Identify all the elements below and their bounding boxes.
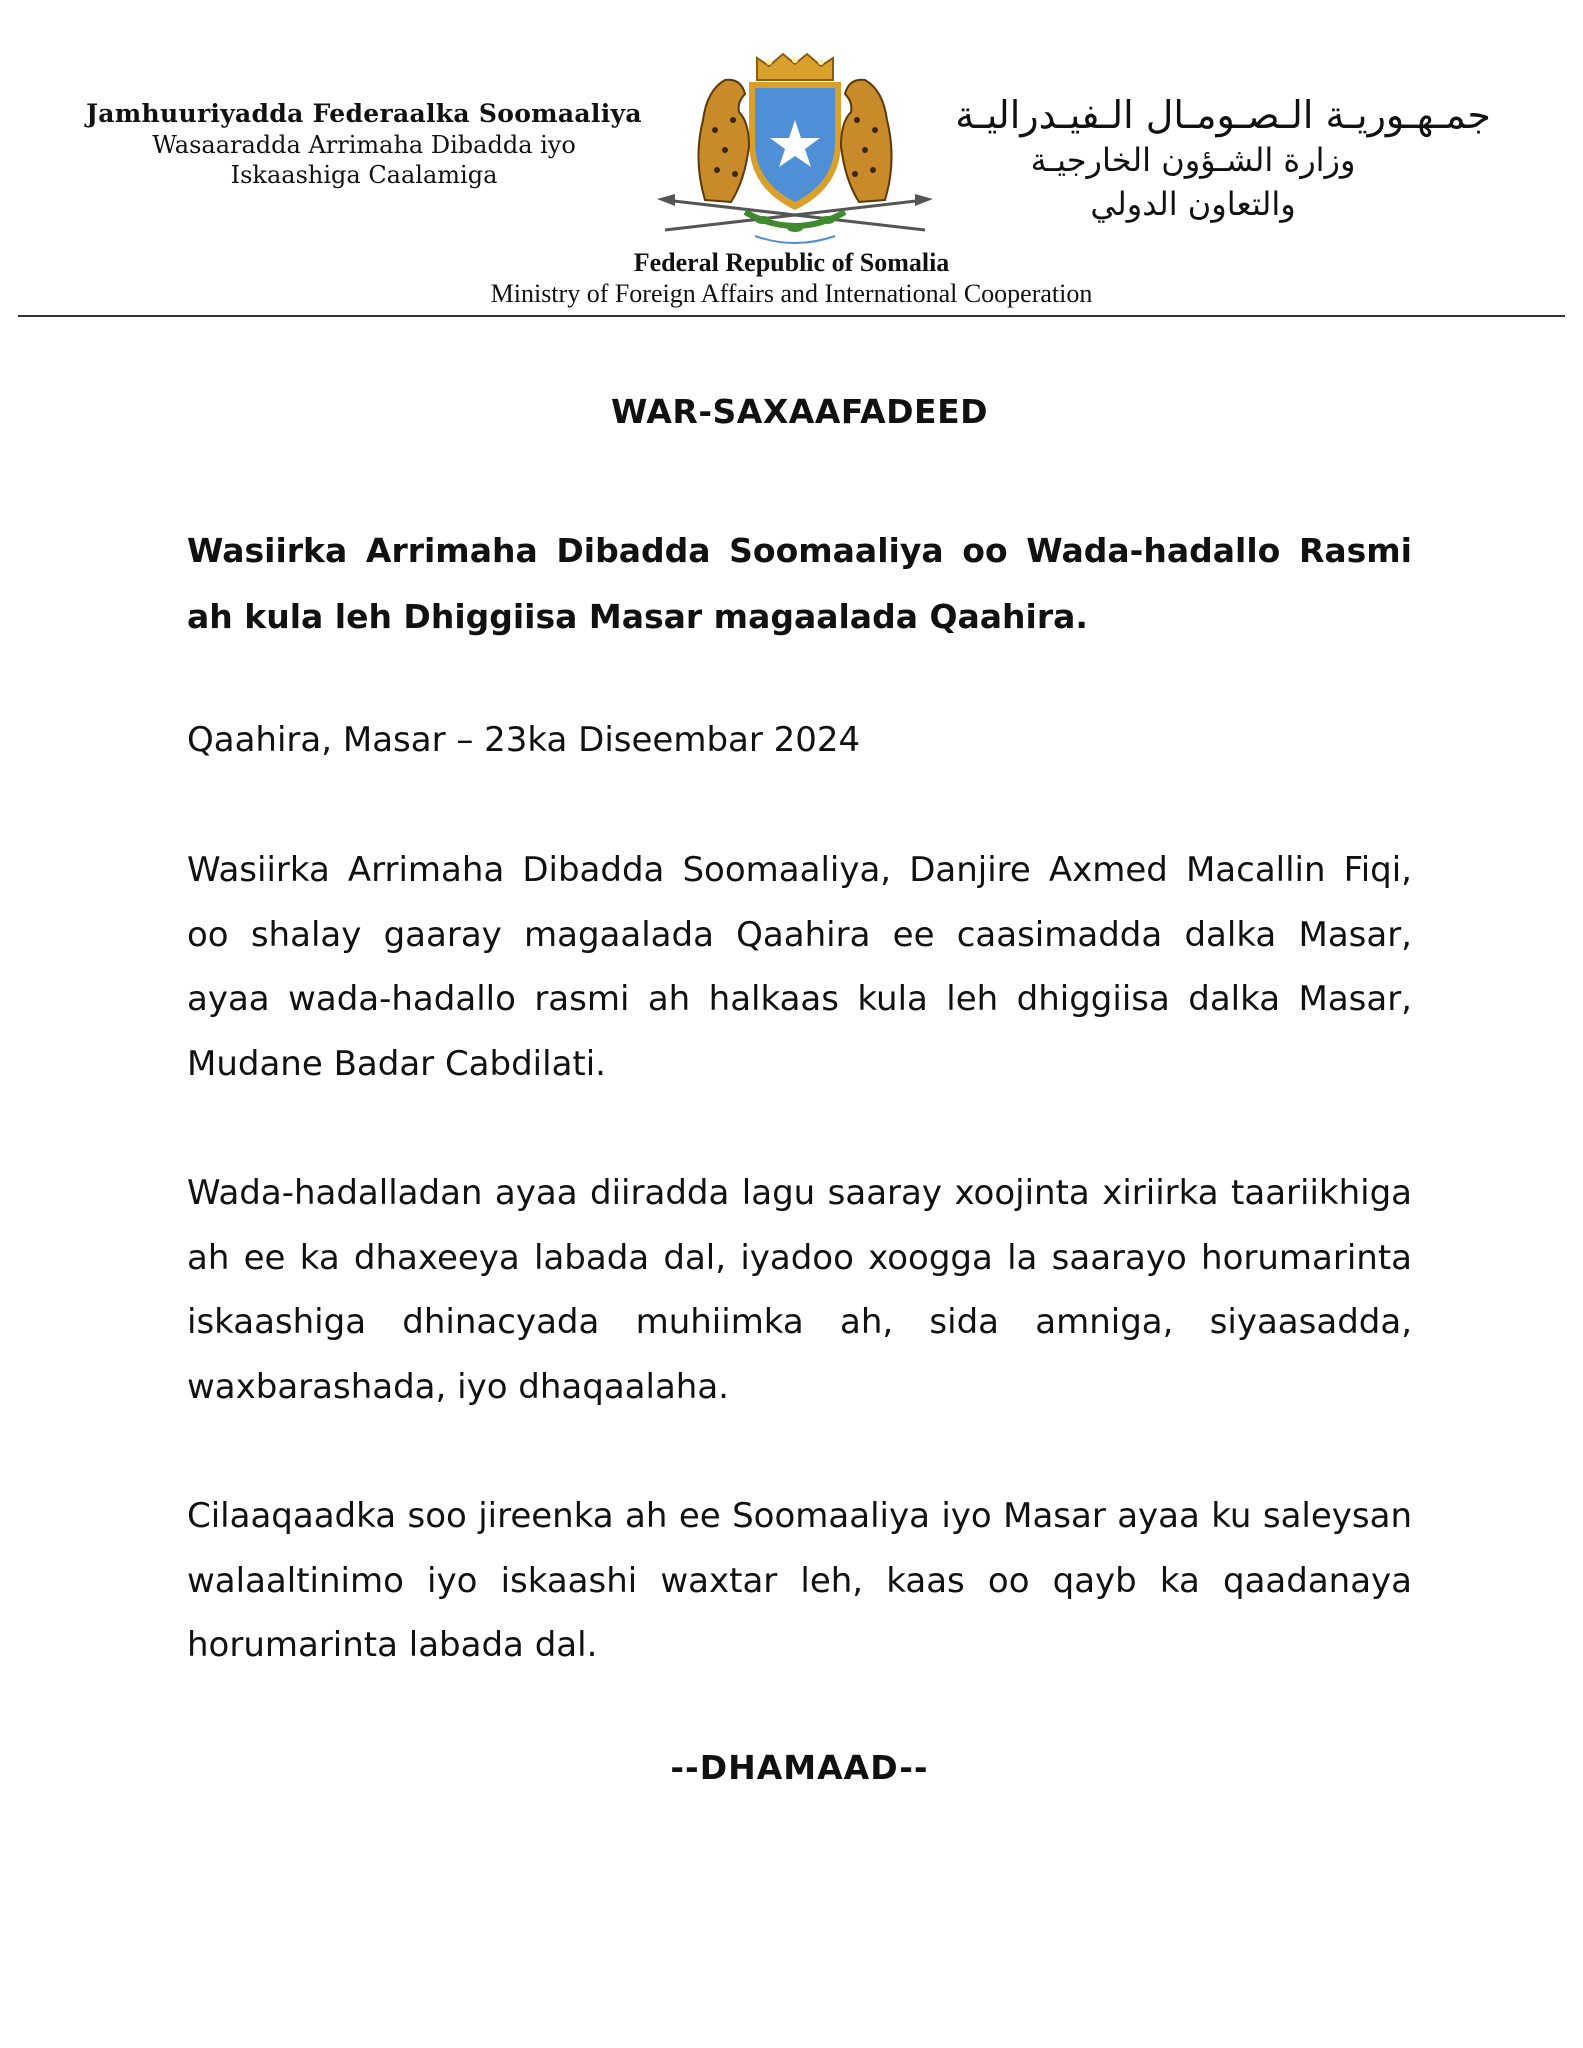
document-type: WAR-SAXAAFADEED (610, 392, 989, 431)
letterhead-arabic-line3: والتعاون الدولي (1090, 185, 1296, 223)
crown-icon (757, 54, 833, 80)
letterhead-divider (18, 315, 1565, 317)
shield-icon (749, 82, 841, 210)
paragraph-2: Wada-hadalladan ayaa diiradda lagu saaray xoojinta xiriirka taariikhiga ah ee ka dhaxeeya labada dal, iyadoo xoogga la saarayo horumarinta iskaashiga dhinacyada muhiimka ah, sida amniga, siyaasadda, waxbarashada, iyo dhaqaalaha. (187, 1173, 1412, 1407)
letterhead-arabic-line1: جمـهـوريـة الـصـومـال الـفيـدراليـة (955, 93, 1491, 137)
letterhead-somali-line1: Jamhuuriyadda Federaalka Soomaaliya (86, 99, 642, 128)
dateline: Qaahira, Masar – 23ka Diseembar 2024 (187, 720, 861, 760)
coat-of-arms-icon (645, 50, 945, 250)
leopard-right-icon (841, 80, 892, 202)
letterhead (0, 0, 1583, 320)
letterhead-arabic (943, 92, 1503, 226)
end-marker: --DHAMAAD-- (670, 1748, 929, 1787)
paragraph-1: Wasiirka Arrimaha Dibadda Soomaaliya, Danjire Axmed Macallin Fiqi, oo shalay gaaray magaalada Qaahira ee caasimadda dalka Masar, ayaa wada-hadallo rasmi ah halkaas kula leh dhiggiisa dalka Masar, Mudane Badar Cabdilati. (187, 850, 1412, 1084)
letterhead-english-line2: Ministry of Foreign Affairs and International Cooperation (490, 279, 1093, 308)
letterhead-somali-line2: Wasaaradda Arrimaha Dibadda iyo (152, 131, 576, 159)
letterhead-somali (84, 98, 644, 190)
letterhead-arabic-line2: وزارة الشـؤون الخارجيـة (1030, 141, 1356, 179)
headline: Wasiirka Arrimaha Dibadda Soomaaliya oo Wada-hadallo Rasmi ah kula leh Dhiggiisa Masar magaalada Qaahira. (187, 531, 1412, 636)
letterhead-somali-line3: Iskaashiga Caalamiga (230, 161, 498, 189)
leopard-left-icon (698, 80, 749, 202)
letterhead-english (300, 248, 1283, 310)
letterhead-english-line1: Federal Republic of Somalia (633, 248, 950, 277)
paragraph-3: Cilaaqaadka soo jireenka ah ee Soomaaliya iyo Masar ayaa ku saleysan walaaltinimo iyo iskaashi waxtar leh, kaas oo qayb ka qaadanaya horumarinta labada dal. (187, 1496, 1412, 1665)
